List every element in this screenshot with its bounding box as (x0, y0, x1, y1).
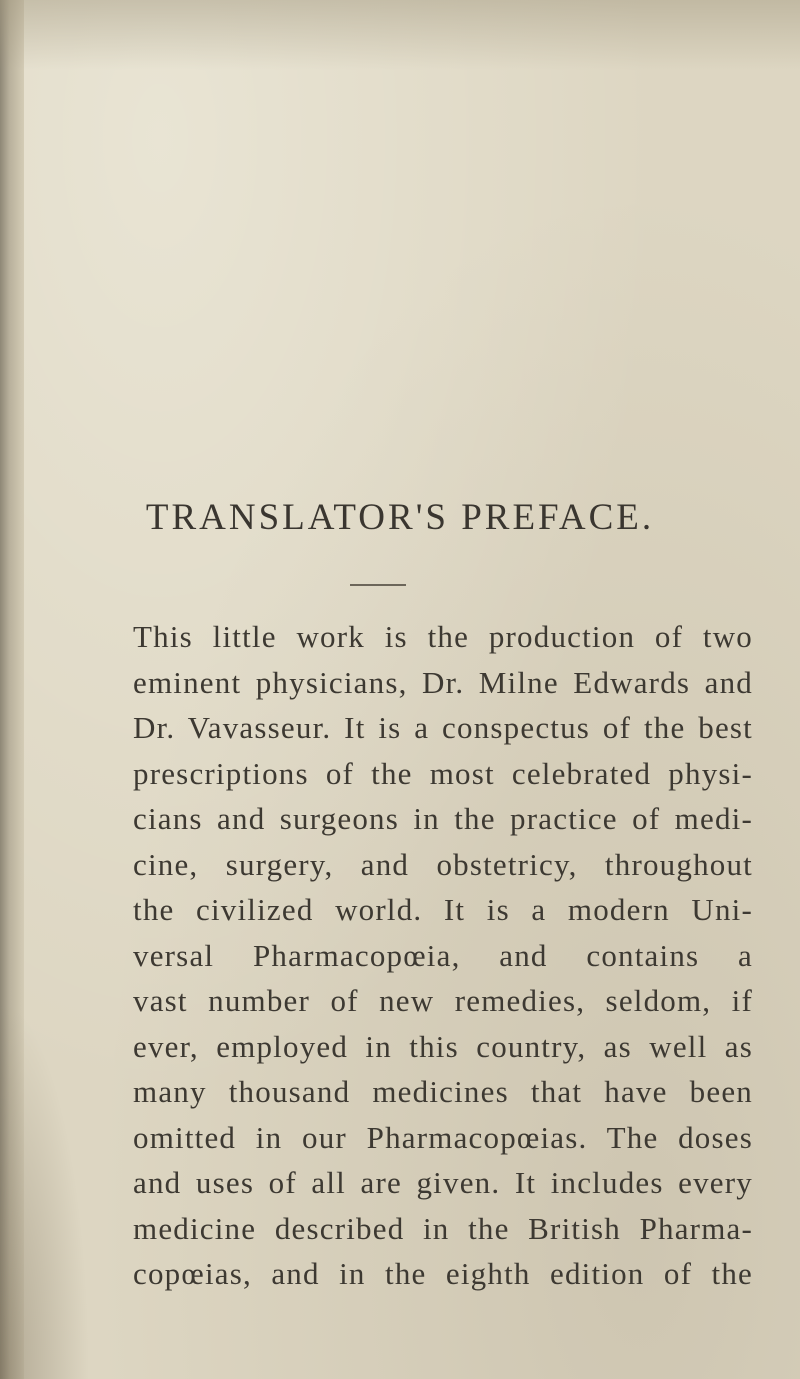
text-line: the civilized world. It is a modern Uni- (133, 892, 753, 927)
text-line: and uses of all are given. It includes every (133, 1165, 753, 1200)
text-line: omitted in our Pharmacopœias. The doses (133, 1119, 753, 1155)
page-title: TRANSLATOR'S PREFACE. (145, 497, 655, 538)
text-line: medicine described in the British Pharma- (133, 1210, 753, 1246)
preface-paragraph (133, 614, 753, 1297)
text-line: cine, surgery, and obstetricy, throughout (133, 846, 753, 882)
text-line: Dr. Vavasseur. It is a conspectus of the best (133, 710, 753, 745)
text-line: vast number of new remedies, seldom, if (133, 983, 753, 1018)
page-top-shadow (0, 0, 800, 70)
title-divider (350, 584, 406, 586)
text-line: eminent physicians, Dr. Milne Edwards and (133, 664, 753, 700)
page-stain (0, 999, 90, 1379)
text-line: versal Pharmacopœia, and contains a (133, 937, 753, 973)
text-line: cians and surgeons in the practice of medi- (133, 801, 753, 836)
text-line: copœias, and in the eighth edition of the (133, 1256, 753, 1291)
text-line: prescriptions of the most celebrated physi- (133, 755, 753, 791)
text-line: ever, employed in this country, as well as (133, 1028, 753, 1064)
text-line: many thousand medicines that have been (133, 1074, 753, 1109)
text-line: This little work is the production of two (133, 619, 753, 654)
